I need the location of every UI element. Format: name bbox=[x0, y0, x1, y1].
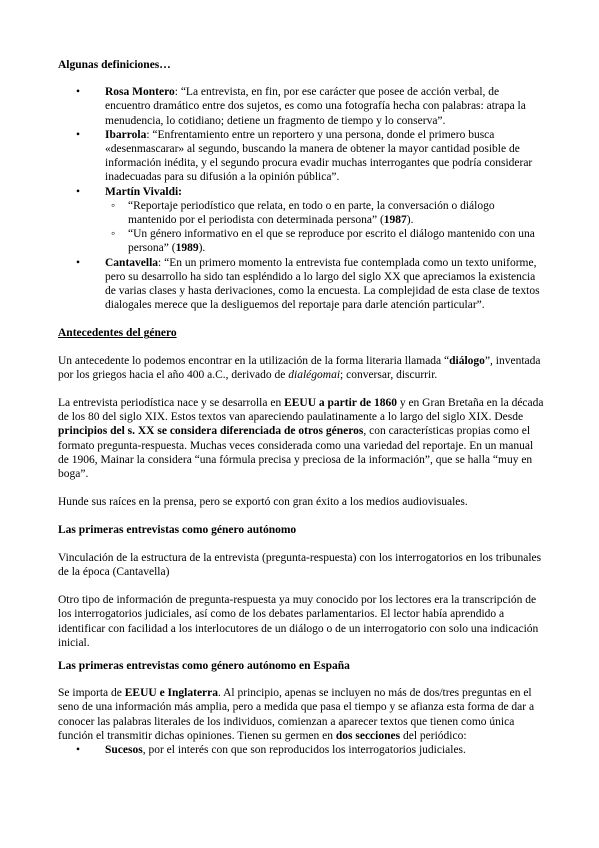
definition-text: : “La entrevista, en fin, por ese carácter que posee de acción verbal, de encuentro dramático entre dos sujetos, es como una fotografía hecha con palabras: atrapa la menudencia, lo cotidiano; detiene un fragmento de tiempo y lo conserva”. bbox=[105, 86, 526, 127]
year: 1989 bbox=[175, 242, 199, 255]
paragraph: Un antecedente lo podemos encontrar en la utilización de la forma literaria llamada “diálogo”, inventada por los griegos hacia el año 400 a.C., derivado de dialégomai; conversar, discurrir. bbox=[58, 354, 541, 381]
definition-text-end: ). bbox=[198, 242, 206, 255]
sections-list bbox=[58, 743, 544, 757]
section-heading-primeras-entrevistas: Las primeras entrevistas como género autónomo bbox=[58, 524, 297, 537]
list-item bbox=[58, 743, 544, 757]
author-name: Cantavella bbox=[105, 256, 159, 269]
author-name: Ibarrola bbox=[105, 128, 147, 141]
list-item bbox=[58, 256, 544, 313]
list-item bbox=[58, 185, 544, 256]
section-heading-antecedentes: Antecedentes del género bbox=[58, 327, 177, 340]
author-name: Martín Vivaldi: bbox=[105, 185, 182, 198]
document-page bbox=[58, 58, 544, 757]
definition-text: : “En un primero momento la entrevista fue contemplada como un texto uniforme, pero su desarrollo ha sido tan espléndido a lo largo del siglo XX que apreciamos la existencia de varias clases y hasta derivaciones, como la encuesta. La complejidad de esta clase de textos dialogales merece que la desliguemos del reportaje para darle atención particular”. bbox=[105, 256, 540, 312]
list-item bbox=[58, 128, 544, 185]
author-name: Rosa Montero bbox=[105, 86, 175, 99]
sub-list-item bbox=[105, 199, 544, 227]
definition-text: “Un género informativo en el que se reproduce por escrito el diálogo mantenido con una persona” ( bbox=[128, 228, 535, 255]
paragraph: La entrevista periodística nace y se desarrolla en EEUU a partir de 1860 y en Gran Bretaña en la década de los 80 del siglo XIX. Estos textos van apareciendo paulatinamente a lo largo del siglo XIX. Desde principios del s. XX se considera diferenciada de otros géneros, con características propias como el formato pregunta-respuesta. Muchas veces considerada como una variedad del reportaje. En un manual de 1906, Mainar la considera “una fórmula precisa y preciosa de la información”, que se halla “muy en boga”. bbox=[58, 397, 544, 481]
sub-list bbox=[105, 199, 544, 256]
section-description: , por el interés con que son reproducidos los interrogatorios judiciales. bbox=[142, 743, 466, 756]
year: 1987 bbox=[383, 214, 407, 227]
paragraph: Otro tipo de información de pregunta-respuesta ya muy conocido por los lectores era la transcripción de los interrogatorios judiciales, así como de los debates parlamentarios. El lector había aprendido a identificar con facilidad a los interlocutores de un diálogo o de un interrogatorio con solo una indicación inicial. bbox=[58, 594, 539, 649]
paragraph: Se importa de EEUU e Inglaterra. Al principio, apenas se incluyen no más de dos/tres preguntas en el seno de una información más amplia, pero a medida que pasa el tiempo y se afianza esta forma de dar a conocer las palabras literales de los individuos, comienzan a aparecer textos que tienen como única función el transmitir dichas opiniones. Tienen su germen en dos secciones del periódico: bbox=[58, 687, 535, 742]
definition-text: “Reportaje periodístico que relata, en todo o en parte, la conversación o diálogo mantenido por el periodista con determinada persona” ( bbox=[128, 199, 495, 227]
definition-text-end: ). bbox=[406, 214, 414, 227]
paragraph: Vinculación de la estructura de la entrevista (pregunta-respuesta) con los interrogatorios en los tribunales de la época (Cantavella) bbox=[58, 551, 542, 578]
section-heading-espana: Las primeras entrevistas como género autónomo en España bbox=[58, 659, 350, 672]
section-heading-definiciones: Algunas definiciones… bbox=[58, 59, 171, 71]
list-item bbox=[58, 85, 544, 128]
sub-list-item bbox=[105, 227, 544, 255]
section-name: Sucesos bbox=[105, 743, 143, 756]
paragraph: Hunde sus raíces en la prensa, pero se exportó con gran éxito a los medios audiovisuales. bbox=[58, 496, 468, 509]
definitions-list bbox=[58, 85, 544, 312]
definition-text: : “Enfrentamiento entre un reportero y una persona, donde el primero busca «desenmascarar» al segundo, buscando la manera de obtener la mayor cantidad posible de información inédita, y el segundo procura evadir muchas interrogantes que podría considerar inadecuadas para su difusión a la opinión pública”. bbox=[105, 128, 533, 184]
